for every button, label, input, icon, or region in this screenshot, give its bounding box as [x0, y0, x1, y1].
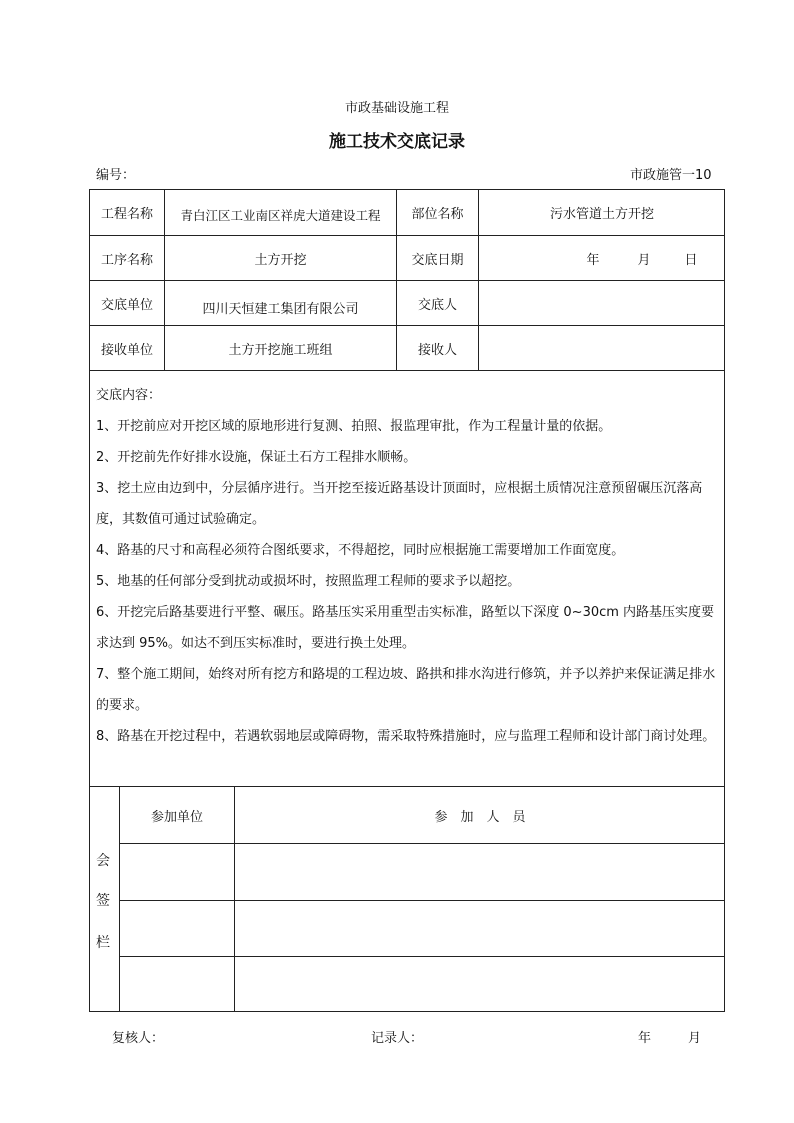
receiver-person-value	[479, 326, 725, 370]
reviewer-label: 复核人：	[112, 1031, 165, 1046]
recorder-label: 记录人：	[371, 1031, 424, 1046]
participant-people-cell	[235, 957, 725, 1012]
form-code: 市政施管一10	[630, 168, 712, 183]
issuer-unit-value: 四川天恒建工集团有限公司	[202, 301, 359, 317]
participant-unit-cell	[120, 957, 234, 1012]
participant-people-cell	[235, 901, 725, 956]
participant-unit-cell	[120, 901, 234, 956]
project-name-value: 青白江区工业南区祥虎大道建设工程	[180, 207, 381, 223]
participant-unit-header: 参加单位	[150, 809, 203, 825]
part-name-label: 部位名称	[411, 207, 464, 222]
issuer-person-value	[479, 281, 725, 325]
content-heading: 交底内容：	[96, 388, 162, 403]
content-item: 3、挖土应由边到中，分层循序进行。当开挖至接近路基设计顶面时，应根据土质情况注意预留碾压沉落高度，其数值可通过试验确定。	[96, 481, 703, 527]
signoff-side-char: 栏	[96, 935, 110, 951]
date-year: 年	[586, 252, 600, 268]
participant-unit-cell	[120, 844, 234, 900]
project-name-label: 工程名称	[100, 207, 153, 222]
issuer-unit-label: 交底单位	[100, 297, 153, 313]
receiver-unit-value: 土方开挖施工班组	[228, 342, 333, 358]
date-day: 日	[684, 252, 698, 268]
footer-year-label: 年	[638, 1031, 652, 1046]
document-subtitle: 市政基础设施工程	[344, 101, 449, 116]
receiver-unit-label: 接收单位	[100, 342, 153, 358]
content-item: 1、开挖前应对开挖区域的原地形进行复测、拍照、报监理审批，作为工程量计量的依据。	[96, 419, 612, 434]
receiver-person-label: 接收人	[417, 342, 457, 358]
signoff-side-char: 会	[96, 853, 110, 869]
process-name-value: 土方开挖	[254, 252, 307, 268]
content-item: 2、开挖前先作好排水设施，保证土石方工程排水顺畅。	[96, 450, 417, 465]
signoff-side-char: 签	[96, 893, 110, 909]
content-item: 8、路基在开挖过程中，若遇软弱地层或障碍物，需采取特殊措施时，应与监理工程师和设计部门商讨处理。	[96, 729, 716, 744]
number-label: 编号：	[96, 168, 136, 183]
issuer-person-label: 交底人	[417, 297, 457, 313]
content-item: 5、地基的任何部分受到扰动或损坏时，按照监理工程师的要求予以超挖。	[96, 574, 521, 589]
footer-month-label: 月	[688, 1031, 702, 1046]
content-item: 7、整个施工期间，始终对所有挖方和路堤的工程边坡、路拱和排水沟进行修筑，并予以养护来保证满足排水的要求。	[96, 667, 716, 713]
table-rule	[89, 370, 725, 371]
content-item: 4、路基的尺寸和高程必须符合图纸要求，不得超挖，同时应根据施工需要增加工作面宽度。	[96, 543, 625, 558]
part-name-value: 污水管道土方开挖	[549, 207, 654, 222]
date-label: 交底日期	[411, 252, 464, 268]
process-name-label: 工序名称	[100, 252, 153, 268]
participant-people-header: 参 加 人 员	[434, 809, 526, 825]
document-title: 施工技术交底记录	[329, 132, 465, 152]
participant-people-cell	[235, 844, 725, 900]
disclosure-content	[96, 380, 722, 752]
date-month: 月	[637, 252, 651, 268]
content-item: 6、开挖完后路基要进行平整、碾压。路基压实采用重型击实标准，路堑以下深度 0~30cm 内路基压实度要求达到 95%。如达不到压实标准时，要进行换土处理。	[96, 605, 715, 651]
